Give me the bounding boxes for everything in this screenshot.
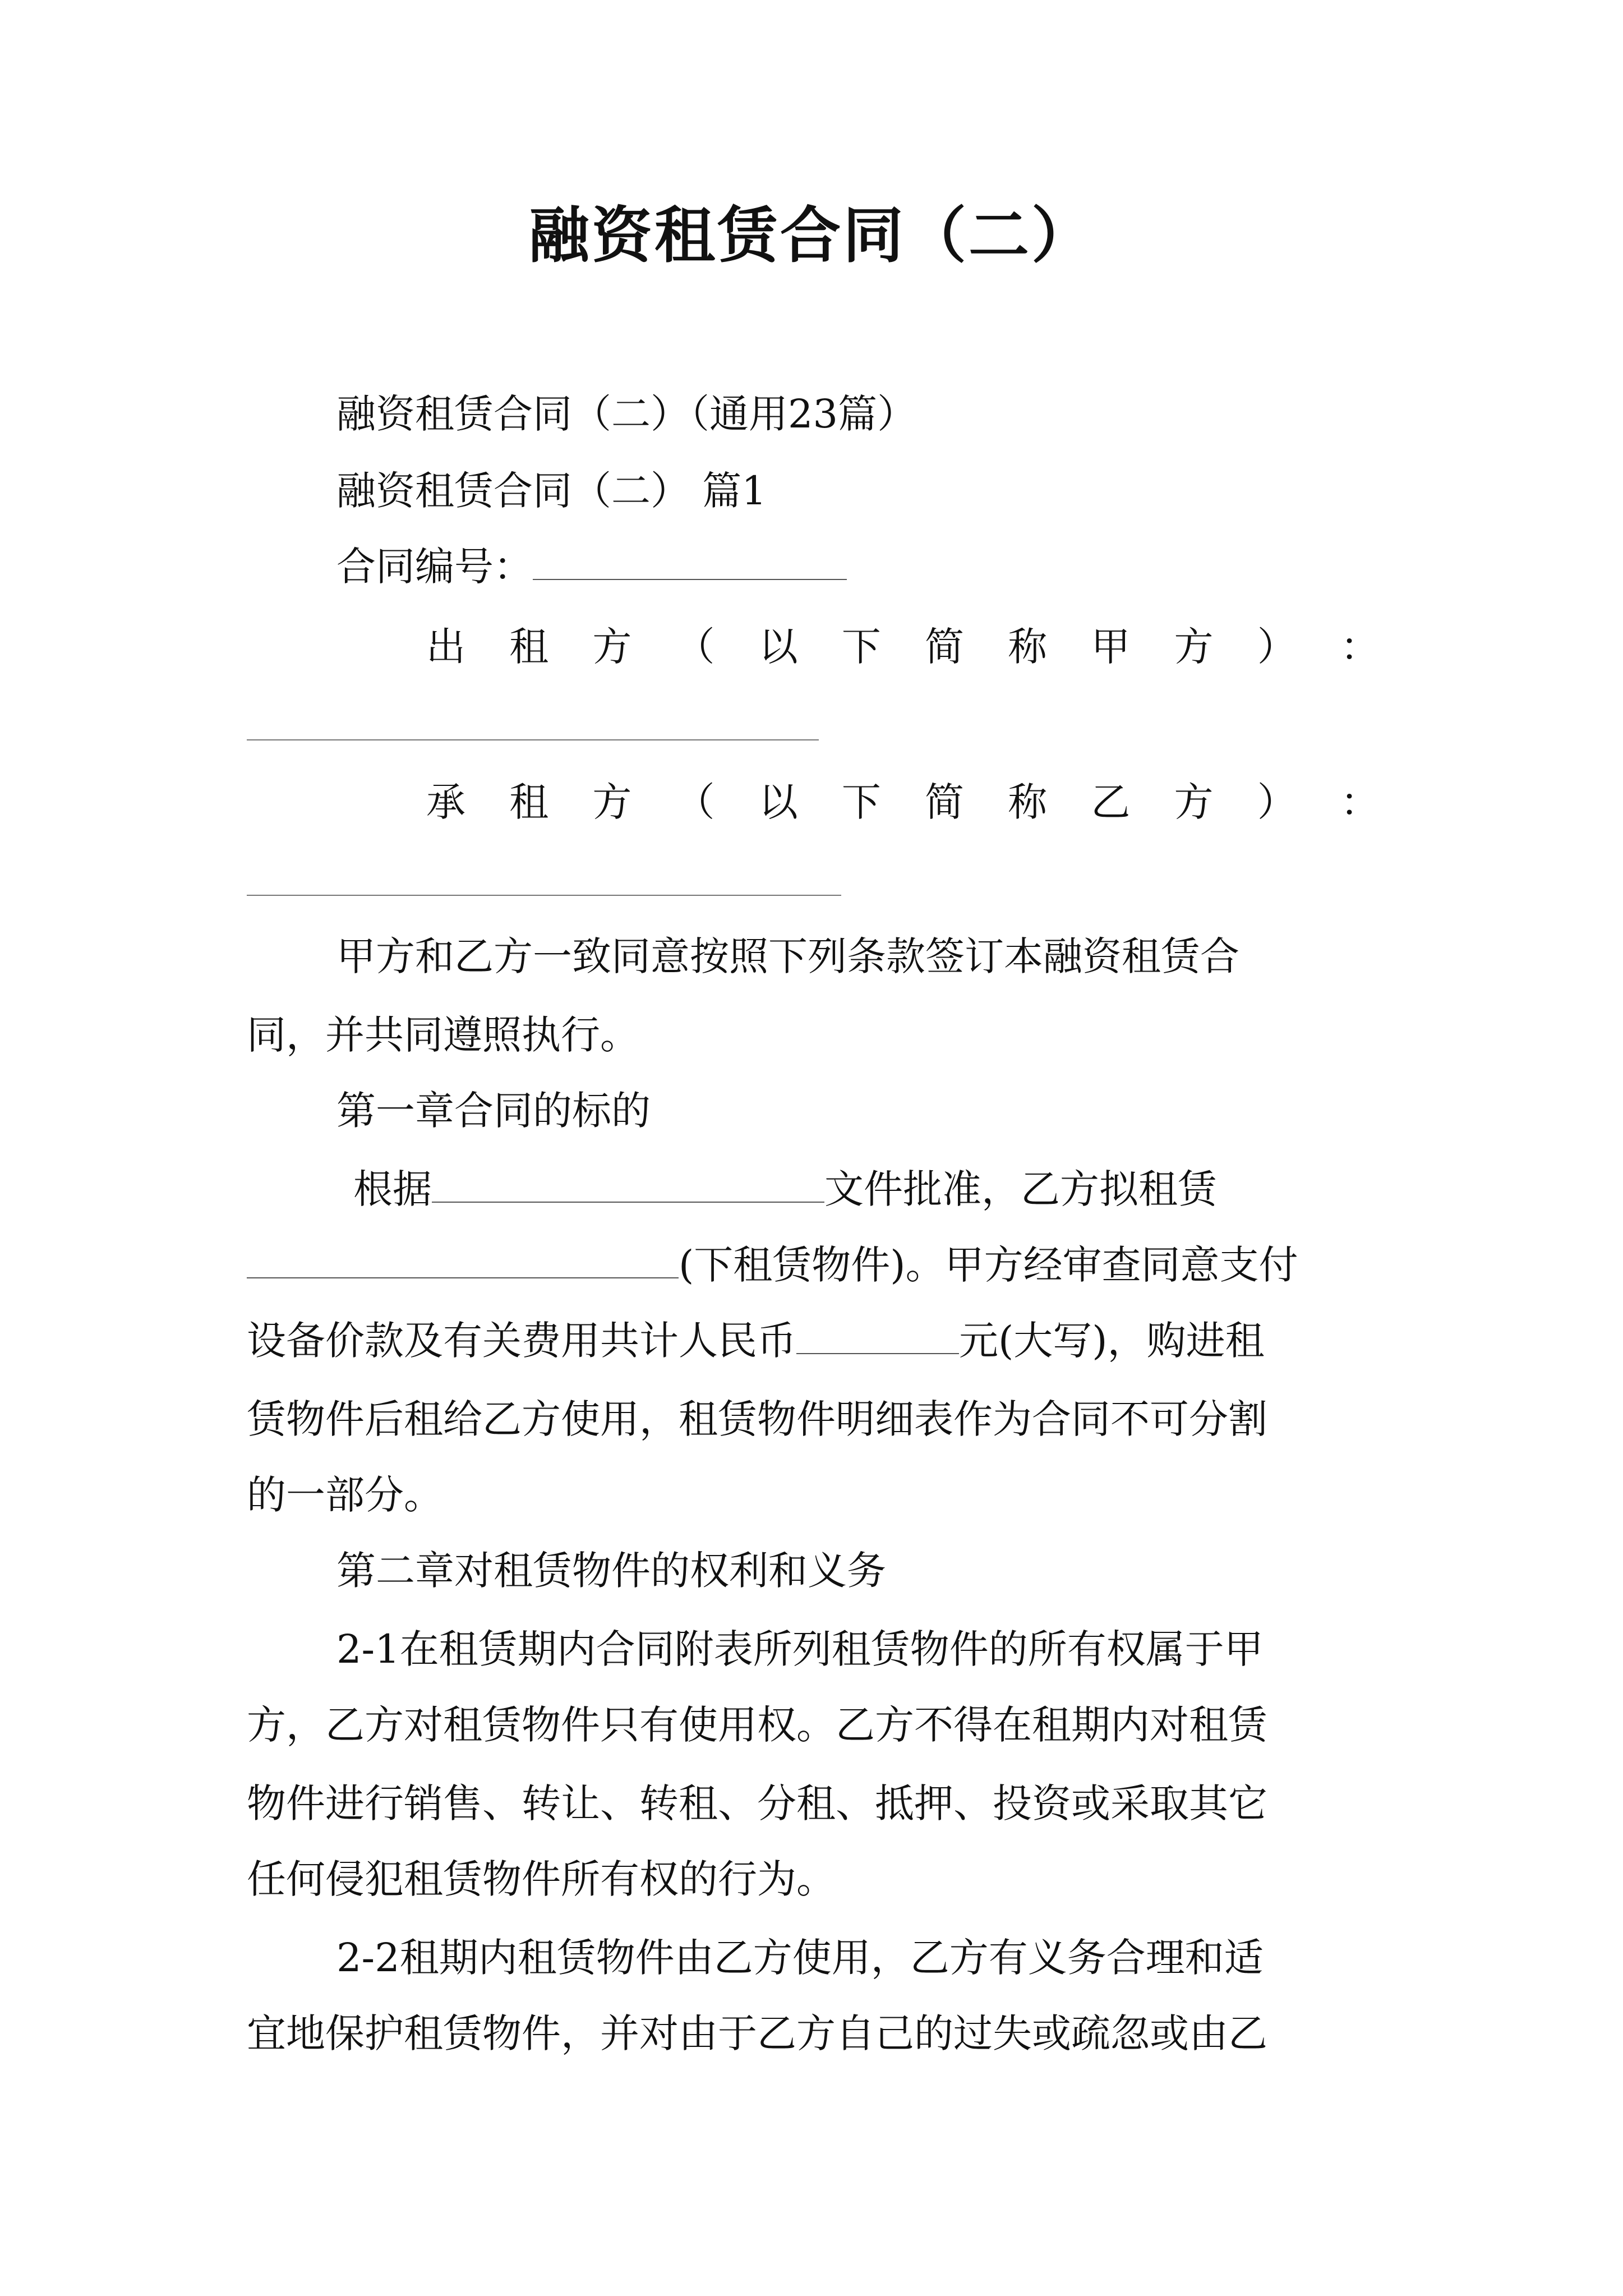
chapter2-p1-line-3: 物件进行销售、转让、转租、分租、抵押、投资或采取其它 — [247, 1780, 1267, 1826]
lessor-char: ） — [1257, 624, 1297, 670]
lessor-char: 租 — [509, 624, 549, 670]
lessee-char: （ — [675, 779, 715, 825]
lessor-char: 甲 — [1091, 624, 1131, 670]
lessee-char: ） — [1257, 779, 1297, 825]
chapter1-text: 文件批准，乙方拟租赁 — [824, 1166, 1217, 1212]
lessee-char: 租 — [509, 779, 549, 825]
document-title: 融资租赁合同（二） — [528, 200, 1094, 271]
chapter1-line-3 — [247, 1315, 1265, 1366]
lessor-char: 以 — [758, 624, 798, 670]
lessee-char: 以 — [758, 779, 798, 825]
lessor-char: 简 — [925, 624, 965, 670]
contract-number-blank — [533, 556, 847, 580]
lessee-line — [426, 777, 1380, 827]
lessee-char: 下 — [841, 779, 881, 825]
lessee-char: 方 — [1174, 779, 1214, 825]
lessor-char: 方 — [1174, 624, 1214, 670]
lessee-char: 称 — [1008, 779, 1048, 825]
lessee-char: 简 — [925, 779, 965, 825]
section-heading: 融资租赁合同（二） 篇1 — [336, 468, 767, 514]
chapter1-line-1 — [353, 1164, 1217, 1214]
lessor-blank-line — [247, 739, 819, 740]
toc-line: 融资租赁合同（二）（通用23篇） — [336, 391, 917, 437]
intro-line-2: 同，并共同遵照执行。 — [247, 1012, 639, 1058]
lessor-char: （ — [675, 624, 715, 670]
lessor-char: 方 — [592, 624, 632, 670]
chapter1-text: 根据 — [353, 1166, 432, 1212]
chapter2-p2-line-1: 2-2租期内租赁物件由乙方使用，乙方有义务合理和适 — [336, 1935, 1264, 1981]
lessee-char: 方 — [592, 779, 632, 825]
chapter1-text: 元(大写)，购进租 — [959, 1318, 1265, 1364]
chapter1-line-2 — [247, 1240, 1298, 1290]
chapter2-p2-line-2: 宜地保护租赁物件，并对由于乙方自己的过失或疏忽或由乙 — [247, 2010, 1267, 2056]
amount-blank — [796, 1331, 959, 1354]
approval-doc-blank — [432, 1179, 824, 1203]
lessee-blank-line — [247, 895, 841, 896]
contract-number-label: 合同编号： — [336, 544, 533, 590]
chapter2-p1-line-2: 方，乙方对租赁物件只有使用权。乙方不得在租期内对租赁 — [247, 1702, 1267, 1748]
lessee-char: 承 — [426, 779, 465, 825]
lessor-char: 下 — [841, 624, 881, 670]
lessor-char: 出 — [426, 624, 465, 670]
lessor-char: 称 — [1008, 624, 1048, 670]
lessee-char: ： — [1340, 779, 1380, 825]
chapter1-text: (下租赁物件)。甲方经审查同意支付 — [679, 1242, 1298, 1288]
chapter2-p1-line-4: 任何侵犯租赁物件所有权的行为。 — [247, 1856, 836, 1902]
leased-item-blank — [247, 1255, 679, 1278]
lessor-char: ： — [1340, 624, 1380, 670]
chapter1-line-4: 赁物件后租给乙方使用，租赁物件明细表作为合同不可分割 — [247, 1396, 1267, 1442]
chapter1-heading: 第一章合同的标的 — [336, 1088, 651, 1134]
lessee-char: 乙 — [1091, 779, 1131, 825]
chapter1-line-5: 的一部分。 — [247, 1472, 443, 1518]
chapter2-heading: 第二章对租赁物件的权利和义务 — [336, 1548, 886, 1594]
lessor-line — [426, 622, 1380, 672]
chapter2-p1-line-1: 2-1在租赁期内合同附表所列租赁物件的所有权属于甲 — [336, 1626, 1264, 1672]
intro-line-1: 甲方和乙方一致同意按照下列条款签订本融资租赁合 — [336, 933, 1239, 979]
chapter1-text: 设备价款及有关费用共计人民币 — [247, 1318, 796, 1364]
contract-number-row — [336, 541, 847, 592]
